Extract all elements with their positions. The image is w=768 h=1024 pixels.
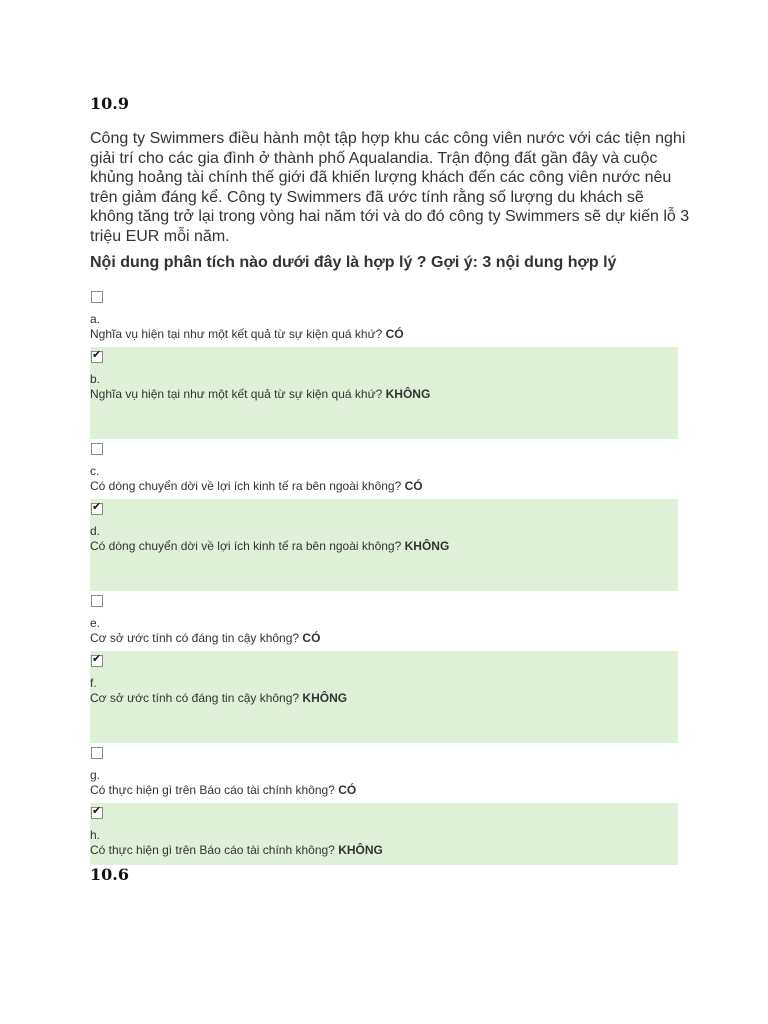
option-statement: Cơ sở ước tính có đáng tin cậy không?: [90, 691, 303, 705]
option-letter: h.: [90, 828, 101, 842]
option-statement: Có dòng chuyển dời về lợi ích kinh tế ra bên ngoài không?: [90, 479, 405, 493]
option-answer: KHÔNG: [338, 843, 383, 857]
checkbox-b[interactable]: [91, 348, 103, 363]
question-intro-text: Công ty Swimmers điều hành một tập hợp khu các công viên nước với các tiện nghi giải trí cho các gia đình ở thành phố Aqualandia. Trận động đất gần đây và cuộc khủng hoảng tài chính thế giới đã khiến lượng khách đến các công viên nước nêu trên giảm đáng kể. Công ty Swimmers đã ước tính rằng số lượng du khách sẽ không tăng trở lại trong vòng hai năm tới và do đó công ty Swimmers sẽ dự kiến lỗ 3 triệu EUR mỗi năm.: [90, 130, 690, 245]
checkmark-icon: ✔: [92, 652, 102, 665]
option-letter: b.: [90, 372, 101, 386]
option-statement: Nghĩa vụ hiện tại như một kết quả từ sự kiện quá khứ?: [90, 327, 386, 341]
checkbox-a[interactable]: [91, 291, 103, 303]
option-e[interactable]: [90, 591, 678, 651]
option-answer: CÓ: [404, 479, 423, 493]
option-statement: Có thực hiện gì trên Báo cáo tài chính không?: [90, 783, 339, 797]
option-answer: KHÔNG: [302, 691, 348, 705]
option-text: [90, 691, 678, 706]
option-h[interactable]: [90, 803, 678, 865]
option-letter: c.: [90, 464, 100, 478]
checkbox-c[interactable]: [91, 443, 103, 455]
option-text: [90, 387, 678, 402]
option-text: [90, 843, 678, 858]
checkbox-g[interactable]: [91, 747, 103, 759]
option-letter: g.: [90, 768, 101, 782]
option-letter: d.: [90, 524, 101, 538]
checkmark-icon: ✔: [92, 348, 102, 361]
option-answer: CÓ: [385, 327, 404, 341]
checkmark-icon: ✔: [92, 804, 102, 817]
option-text: [90, 783, 678, 798]
option-statement: Nghĩa vụ hiện tại như một kết quả từ sự kiện quá khứ?: [90, 387, 386, 401]
option-c[interactable]: [90, 439, 678, 499]
option-letter: f.: [90, 676, 97, 690]
checkbox-d[interactable]: [91, 500, 103, 515]
question-number-heading: 10.9: [90, 94, 129, 113]
option-statement: Có thực hiện gì trên Báo cáo tài chính không?: [90, 843, 339, 857]
option-d[interactable]: [90, 499, 678, 591]
option-f[interactable]: [90, 651, 678, 743]
checkbox-f[interactable]: [91, 652, 103, 667]
checkbox-e[interactable]: [91, 595, 103, 607]
option-letter: e.: [90, 616, 101, 630]
option-text: [90, 479, 678, 494]
option-statement: Có dòng chuyển dời về lợi ích kinh tế ra bên ngoài không?: [90, 539, 405, 553]
checkbox-h[interactable]: [91, 804, 103, 819]
option-a[interactable]: [90, 287, 678, 347]
answer-options-list: [90, 287, 678, 865]
checkmark-icon: ✔: [92, 500, 102, 513]
option-answer: KHÔNG: [385, 387, 431, 401]
option-answer: CÓ: [338, 783, 357, 797]
option-statement: Cơ sở ước tính có đáng tin cậy không?: [90, 631, 303, 645]
option-letter: a.: [90, 312, 101, 326]
option-text: [90, 631, 678, 646]
option-answer: KHÔNG: [404, 539, 450, 553]
option-text: [90, 539, 678, 554]
option-answer: CÓ: [302, 631, 321, 645]
next-question-number-heading: 10.6: [90, 865, 129, 884]
option-g[interactable]: [90, 743, 678, 803]
question-prompt: Nội dung phân tích nào dưới đây là hợp lý ? Gợi ý: 3 nội dung hợp lý: [90, 254, 617, 271]
option-b[interactable]: [90, 347, 678, 439]
option-text: [90, 327, 678, 342]
